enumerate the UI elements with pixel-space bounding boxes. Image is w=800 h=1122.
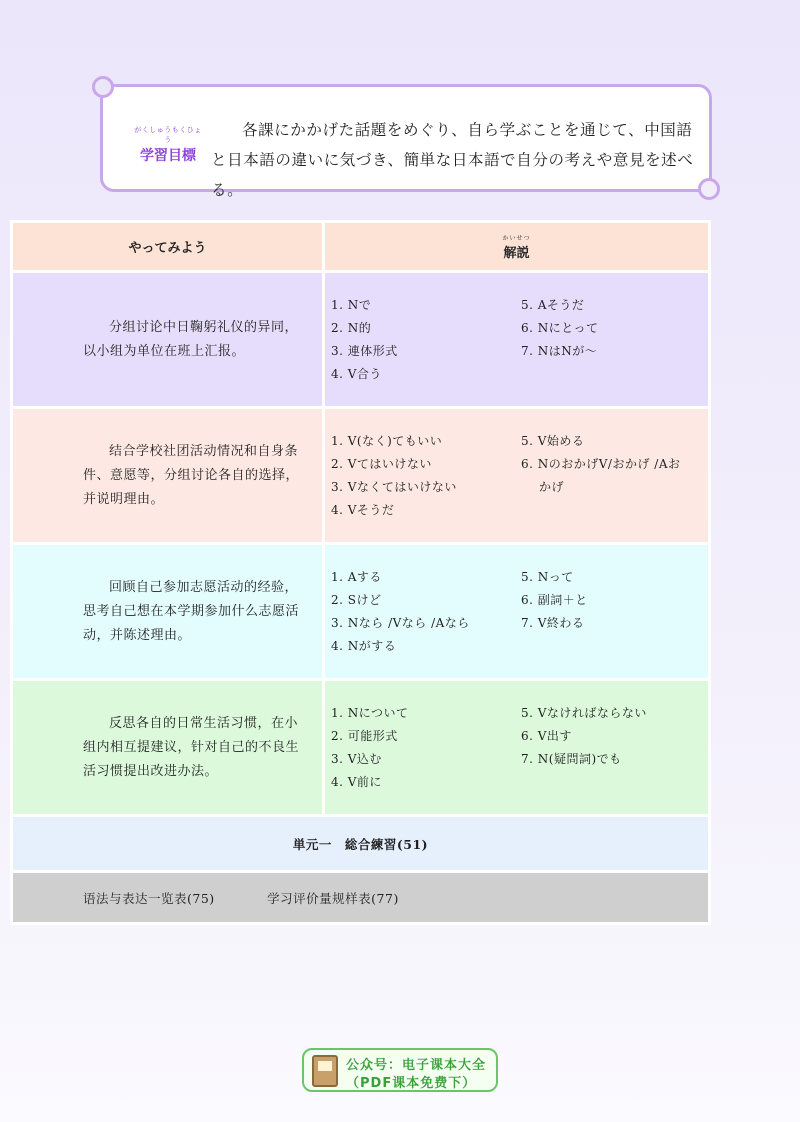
grammar-item: 3. 連体形式 bbox=[331, 343, 398, 358]
grammar-list-left bbox=[331, 702, 521, 794]
grammar-list-right bbox=[521, 566, 691, 658]
header-try-it: やってみよう bbox=[12, 222, 324, 272]
task-cell: 结合学校社团活动情况和自身条件、意愿等，分组讨论各自的选择，并说明理由。 bbox=[12, 408, 324, 544]
table-row bbox=[12, 272, 710, 408]
learning-goal-text: 各課にかかげた話題をめぐり、自ら学ぶことを通じて、中国語と日本語の違いに気づき、簡単な日本語で自分の考えや意見を述べる。 bbox=[211, 121, 694, 199]
unit-review-link[interactable]: 単元一 総合練習(51) bbox=[12, 816, 710, 872]
grammar-item: 5. Vなければならない bbox=[521, 705, 647, 720]
grammar-item: 6. Nにとって bbox=[521, 320, 599, 335]
grammar-item: 1. Aする bbox=[331, 569, 382, 584]
grammar-item: 2. 可能形式 bbox=[331, 728, 398, 743]
stamp-line-2: （PDF课本免费下） bbox=[346, 1076, 477, 1091]
learning-goal-label-text: 学習目標 bbox=[140, 148, 196, 164]
grammar-item: 7. NはNが～ bbox=[521, 343, 598, 358]
grammar-cell bbox=[324, 408, 710, 544]
appendix-row bbox=[12, 872, 710, 924]
grammar-cell bbox=[324, 272, 710, 408]
grammar-list-right bbox=[521, 702, 691, 794]
grammar-list-left bbox=[331, 294, 521, 386]
grammar-item: 7. V終わる bbox=[521, 615, 585, 630]
stamp-line-1: 公众号：电子课本大全 bbox=[346, 1058, 487, 1073]
task-cell: 回顾自己参加志愿活动的经验，思考自己想在本学期参加什么志愿活动，并陈述理由。 bbox=[12, 544, 324, 680]
grammar-list-left bbox=[331, 430, 521, 522]
lesson-plan-table bbox=[10, 220, 711, 925]
grammar-cell bbox=[324, 544, 710, 680]
unit-review-row bbox=[12, 816, 710, 872]
appendix-cell bbox=[12, 872, 710, 924]
grammar-item: 4. Vそうだ bbox=[331, 502, 395, 517]
learning-goal-box bbox=[100, 84, 712, 199]
table-row bbox=[12, 544, 710, 680]
grammar-item: 4. V前に bbox=[331, 774, 382, 789]
watermark-stamp bbox=[302, 1048, 498, 1092]
grammar-list-link[interactable]: 语法与表达一览表(75) bbox=[83, 890, 215, 906]
grammar-item: 1. V(なく)てもいい bbox=[331, 433, 443, 448]
table-row bbox=[12, 680, 710, 816]
grammar-item: 2. Vてはいけない bbox=[331, 456, 432, 471]
grammar-list-right bbox=[521, 294, 691, 386]
grammar-list-left bbox=[331, 566, 521, 658]
grammar-item: 6. NのおかげV/おかげ /Aおかげ bbox=[521, 456, 681, 494]
grammar-item: 7. N(疑問詞)でも bbox=[521, 751, 622, 766]
grammar-item: 2. Sけど bbox=[331, 592, 382, 607]
header-explanation-text: 解説 bbox=[503, 245, 530, 261]
grammar-item: 3. Vなくてはいけない bbox=[331, 479, 457, 494]
grammar-item: 1. Nで bbox=[331, 297, 372, 312]
grammar-item: 5. Aそうだ bbox=[521, 297, 585, 312]
grammar-item: 3. V込む bbox=[331, 751, 382, 766]
header-explanation-ruby: かいせつ bbox=[502, 234, 531, 242]
grammar-item: 4. V合う bbox=[331, 366, 382, 381]
table-row bbox=[12, 408, 710, 544]
grammar-item: 6. V出す bbox=[521, 728, 572, 743]
grammar-item: 2. N的 bbox=[331, 320, 372, 335]
grammar-cell bbox=[324, 680, 710, 816]
grammar-item: 5. V始める bbox=[521, 433, 585, 448]
task-cell: 反思各自的日常生活习惯，在小组内相互提建议，针对自己的不良生活习惯提出改进办法。 bbox=[12, 680, 324, 816]
table-header-row bbox=[12, 222, 710, 272]
grammar-item: 3. Nなら /Vなら /Aなら bbox=[331, 615, 470, 630]
grammar-item: 1. Nについて bbox=[331, 705, 409, 720]
header-explanation bbox=[324, 222, 710, 272]
learning-goal-label-ruby: がくしゅうもくひょう bbox=[134, 126, 202, 144]
learning-goal-label bbox=[133, 125, 203, 165]
grammar-item: 4. Nがする bbox=[331, 638, 397, 653]
evaluation-rubric-link[interactable]: 学习评价量规样表(77) bbox=[267, 890, 399, 906]
grammar-list-right bbox=[521, 430, 691, 522]
textbook-icon bbox=[312, 1055, 338, 1087]
grammar-item: 5. Nって bbox=[521, 569, 574, 584]
task-cell: 分组讨论中日鞠躬礼仪的异同，以小组为单位在班上汇报。 bbox=[12, 272, 324, 408]
grammar-item: 6. 副詞＋と bbox=[521, 592, 588, 607]
